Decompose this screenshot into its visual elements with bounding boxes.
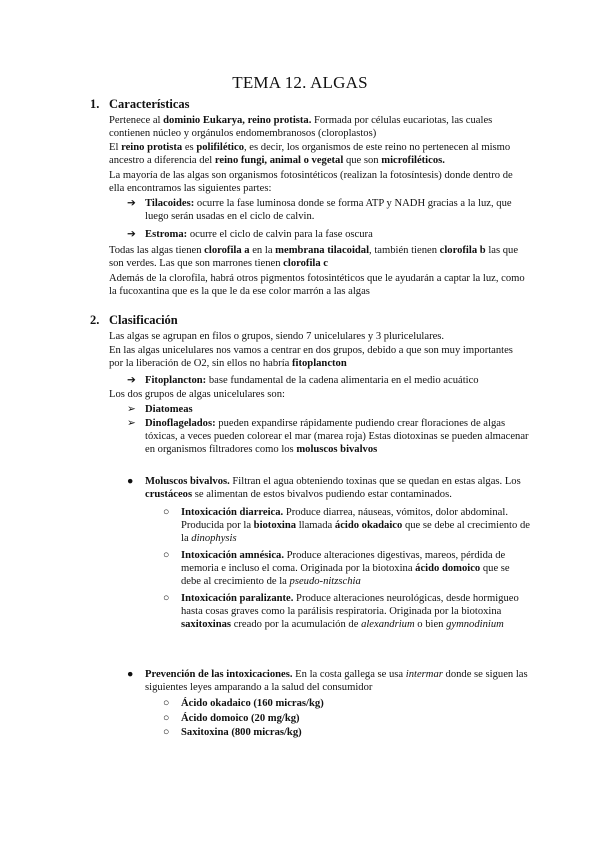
bold-text: Diatomeas: [145, 404, 193, 415]
bold-text: Prevención de las intoxicaciones.: [145, 669, 293, 680]
section-number: 1.: [90, 97, 100, 111]
text: base fundamental de la cadena alimentaria en el medio acuático: [206, 375, 479, 386]
circle-bullet-icon: ○: [163, 727, 170, 738]
text: donde se siguen las siguientes leyes amparando a la salud del consumidor: [145, 669, 528, 694]
text: o bien: [414, 619, 447, 631]
list-item-dinoflagelados: [145, 417, 530, 457]
bold-text: clorofila b: [439, 245, 486, 256]
bold-text: polifilético: [196, 142, 244, 153]
bold-text: Ácido domoico (20 mg/kg): [181, 713, 300, 724]
text: se alimentan de estos bivalvos pudiendo estar contaminados.: [192, 489, 452, 501]
text: Filtran el agua obteniendo toxinas que se quedan en estas algas. Los: [229, 476, 521, 487]
bold-text: clorofila c: [283, 258, 328, 270]
circle-bullet-icon: ○: [163, 550, 170, 561]
paragraph-fotosinteticos: La mayoría de las algas son organismos fotosintéticos (realizan la fotosíntesis) donde dentro de ella encontramos las siguientes partes:: [109, 170, 513, 195]
bold-text: Estroma:: [145, 229, 188, 240]
text: Produce alteraciones neurológicas, desde hormigueo hasta cosas graves como la parálisis respiratoria. Originada por la biotoxina: [181, 593, 519, 618]
text: En la costa gallega se usa: [292, 669, 406, 680]
section-title: Clasificación: [109, 313, 178, 327]
page-title: TEMA 12. ALGAS: [232, 73, 368, 92]
list-item-limite-saxitoxina: [181, 726, 531, 739]
bold-text: ácido domoico: [415, 563, 481, 575]
text: , es decir, los organismos de este reino no pertenecen al mismo ancestro a diferencia del: [109, 142, 511, 167]
bold-text: membrana tilacoidal: [275, 245, 370, 256]
list-item-estroma: [145, 228, 530, 241]
list-item-intoxicacion-diarreica: [181, 506, 531, 546]
circle-bullet-icon: ○: [163, 593, 170, 604]
bold-text: Intoxicación paralizante.: [181, 593, 294, 604]
italic-text: intermar: [405, 669, 443, 680]
list-item-prevencion: [145, 668, 530, 694]
paragraph-dominio: [109, 114, 529, 140]
bold-text: crustáceos: [145, 489, 193, 501]
paragraph-dos-grupos: Los dos grupos de algas unicelulares son:: [109, 389, 285, 400]
paragraph-filos: Las algas se agrupan en filos o grupos, siendo 7 unicelulares y 3 pluricelulares.: [109, 331, 445, 342]
circle-bullet-icon: ○: [163, 507, 170, 518]
text: Formada por células eucariotas, las cuales contienen núcleo y orgánulos endomembranosos (cloroplastos): [109, 115, 493, 140]
list-item-intoxicacion-paralizante: [181, 592, 531, 632]
text: pueden expandirse rápidamente pudiendo crear floraciones de algas tóxicas, a veces pueden colorear el mar (marea roja) Estas diotoxinas se pueden almacenar en organismos filtradores como los: [145, 418, 529, 456]
text: Produce alteraciones digestivas, mareos, pérdida de memoria e incluso el coma. Originada por la biotoxina: [181, 550, 506, 575]
bold-text: fitoplancton: [292, 358, 347, 370]
list-item-fitoplancton: [145, 374, 530, 387]
bold-text: saxitoxinas: [181, 619, 232, 631]
text: Pertenece al: [109, 115, 164, 126]
list-item-moluscos: [145, 475, 530, 501]
bold-text: moluscos bivalvos: [296, 444, 378, 456]
section-title: Características: [109, 97, 190, 111]
bold-text: reino fungi, animal o vegetal: [214, 155, 344, 167]
bold-text: Intoxicación diarreica.: [181, 507, 284, 518]
bold-text: Saxitoxina (800 micras/kg): [181, 727, 302, 738]
text: las que son verdes. Las que son marrones tienen: [109, 245, 519, 270]
text: que se debe al crecimiento de la: [181, 520, 530, 545]
section-heading-caracteristicas: [90, 97, 190, 112]
bold-text: microfiléticos.: [381, 155, 445, 167]
bold-text: clorofila a: [204, 245, 250, 256]
text: es: [182, 142, 197, 153]
text: llamada: [296, 520, 335, 532]
section-number: 2.: [90, 313, 100, 327]
paragraph-unicelulares: [109, 344, 529, 370]
bullet-icon: ●: [127, 669, 134, 680]
list-item-tilacoides: [145, 197, 530, 223]
list-item-limite-okadaico: [181, 697, 531, 710]
italic-text: dinophysis: [191, 533, 237, 545]
arrow-icon: ➔: [127, 375, 136, 386]
bold-text: dominio Eukarya, reino protista.: [163, 115, 312, 126]
bold-text: Intoxicación amnésica.: [181, 550, 284, 561]
paragraph-clorofila: [109, 244, 529, 270]
bullet-icon: ●: [127, 476, 134, 487]
text: ocurre el ciclo de calvin para la fase oscura: [187, 229, 373, 240]
italic-text: gymnodinium: [446, 619, 504, 631]
text: ocurre la fase luminosa donde se forma ATP y NADH gracias a la luz, que luego serán usadas en el ciclo de calvin.: [145, 198, 512, 223]
circle-bullet-icon: ○: [163, 698, 170, 709]
list-item-diatomeas: [145, 403, 530, 416]
italic-text: alexandrium: [361, 619, 415, 631]
bold-text: Fitoplancton:: [145, 375, 207, 386]
triangle-arrow-icon: ➢: [127, 404, 136, 415]
arrow-icon: ➔: [127, 198, 136, 209]
paragraph-reino-protista: [109, 141, 529, 167]
text: que son: [343, 155, 382, 167]
text: Produce diarrea, náuseas, vómitos, dolor abdominal. Producida por la: [181, 507, 508, 532]
list-item-limite-domoico: [181, 712, 531, 725]
section-heading-clasificacion: [90, 313, 178, 328]
bold-text: reino protista: [121, 142, 183, 153]
bold-text: biotoxina: [253, 520, 297, 532]
triangle-arrow-icon: ➢: [127, 418, 136, 429]
text: que se debe al crecimiento de la: [181, 563, 510, 588]
bold-text: Tilacoides:: [145, 198, 195, 209]
bold-text: ácido okadaico: [334, 520, 403, 532]
arrow-icon: ➔: [127, 229, 136, 240]
italic-text: pseudo-nitzschia: [289, 576, 361, 588]
text: Todas las algas tienen: [109, 245, 205, 256]
text: En las algas unicelulares nos vamos a centrar en dos grupos, debido a que son muy importantes por la liberación de O2, sin ellos no habría: [109, 345, 513, 370]
list-item-intoxicacion-amnesica: [181, 549, 531, 589]
bold-text: Dinoflagelados:: [145, 418, 216, 429]
text: El: [109, 142, 122, 153]
text: creado por la acumulación de: [231, 619, 362, 631]
bold-text: Ácido okadaico (160 micras/kg): [181, 698, 324, 709]
text: en la: [249, 245, 276, 256]
bold-text: Moluscos bivalvos.: [145, 476, 230, 487]
circle-bullet-icon: ○: [163, 713, 170, 724]
paragraph-pigmentos: Además de la clorofila, habrá otros pigmentos fotosintéticos que le ayudarán a captar la luz, como la fucoxantina que es la que le da ese color marrón a las algas: [109, 273, 525, 298]
text: , también tienen: [369, 245, 440, 256]
